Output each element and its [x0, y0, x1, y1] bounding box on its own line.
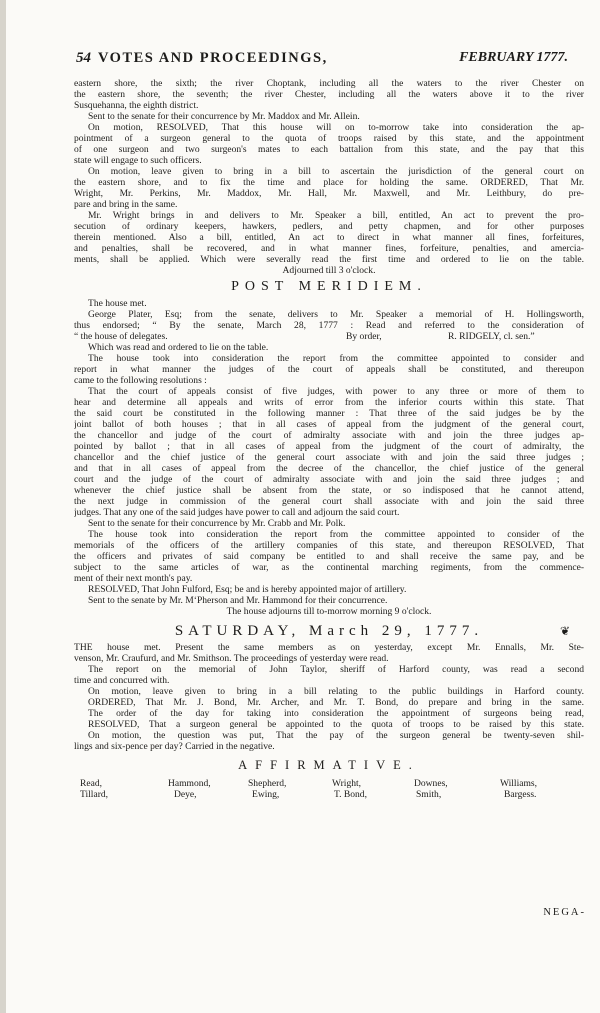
text-line: and that in all cases of appeal from the decree of the chancellor, the chief justice of the general [74, 463, 584, 474]
running-date: FEBRUARY 1777. [459, 50, 568, 65]
page-gutter-shadow [0, 0, 6, 1013]
text-line: the chancellor and judge of the court of admiralty associate with and join the three judges ap- [74, 430, 584, 441]
voter-name: Read, [80, 778, 103, 789]
voter-name: Smith, [416, 789, 442, 800]
endorsement-by-order: By order, [346, 331, 382, 342]
text-line: Which was read and ordered to lie on the table. [88, 342, 269, 353]
text-line: subject to the same articles of war, as the continental marching regiments, from the commence- [74, 562, 584, 573]
text-line: Sent to the senate for their concurrence by Mr. Crabb and Mr. Polk. [88, 518, 346, 529]
voter-name: Downes, [414, 778, 448, 789]
text-line: RESOLVED, That a surgeon general be appointed to the quota of troops to be raised by this state. [88, 719, 584, 730]
text-line: ORDERED, That Mr. J. Bond, Mr. Archer, and Mr. T. Bond, do prepare and bring in the same. [88, 697, 584, 708]
voter-name: Hammond, [168, 778, 211, 789]
vote-row [70, 778, 584, 789]
text-line: On motion, the question was put, That the pay of the surgeon general be twenty-seven shil- [88, 730, 584, 741]
text-line: The report on the memorial of John Taylor, sheriff of Harford county, was read a second [88, 664, 584, 675]
text-line: the officers and privates of said company be entitled to and shall receive the same pay, and be [74, 551, 584, 562]
text-line: Mr. Wright brings in and delivers to Mr. Speaker a bill, entitled, An act to prevent the pro- [88, 210, 584, 221]
text-line: state will engage to such officers. [74, 155, 202, 166]
text-line: The house took into consideration the report from the committee appointed to consider of the [88, 529, 584, 540]
endorsement-signature: R. RIDGELY, cl. sen.” [448, 331, 535, 342]
text-line: the eastern shore, the seventh; the river Chester, including all the waters above it to the river [74, 89, 584, 100]
text-line: On motion, leave given to bring in a bill to ascertain the jurisdiction of the general court on [88, 166, 584, 177]
text-line: pointed by ballot ; that in all cases of appeal from the judgment of the court of admiralty, the [74, 441, 584, 452]
text-line: thus endorsed; “ By the senate, March 28, 1777 : Read and referred to the consideration of [74, 320, 584, 331]
text-line: Susquehanna, the eighth district. [74, 100, 199, 111]
text-line: Wright, Mr. Perkins, Mr. Maddox, Mr. Hall, Mr. Maxwell, and Mr. Leithbury, do pre- [74, 188, 584, 199]
voter-name: Shepherd, [248, 778, 287, 789]
voter-name: Ewing, [252, 789, 280, 800]
text-line: pointment of a surgeon general to the quota of troops raised by this state, and the appointment [74, 133, 584, 144]
text-line: hear and determine all appeals and writs of error from the inferior courts within this state. That [74, 397, 584, 408]
page-number: 54 [76, 50, 91, 66]
vote-row [70, 789, 584, 800]
affirmative-heading: AFFIRMATIVE. [238, 758, 420, 772]
voter-name: Wright, [332, 778, 362, 789]
text-line: time and concurred with. [74, 675, 170, 686]
running-header [68, 47, 582, 67]
voter-name: Williams, [500, 778, 538, 789]
adjournment-line: Adjourned till 3 o'clock. [282, 265, 376, 276]
text-line: Sent to the senate for their concurrence by Mr. Maddox and Mr. Allein. [88, 111, 360, 122]
adjournment-line: The house adjourns till to-morrow morning 9 o'clock. [226, 606, 432, 617]
text-line: secution of ordinary keepers, hawkers, pedlers, and petty chapmen, and for other purposes [74, 221, 584, 232]
post-meridiem-heading: POST MERIDIEM. [231, 279, 427, 294]
text-line: The house took into consideration the report from the committee appointed to consider and [88, 353, 584, 364]
text-line: therein mentioned. Also a bill, entitled, An act to direct in what manner all fines, forfeitures, [74, 232, 584, 243]
voter-name: Bargess. [504, 789, 537, 800]
endorsement-text: “ the house of delegates. [74, 331, 168, 342]
text-line: Sent to the senate by Mr. M‘Pherson and Mr. Hammond for their concurrence. [88, 595, 388, 606]
text-line: On motion, leave given to bring in a bill relating to the public buildings in Harford county. [88, 686, 584, 697]
text-line: RESOLVED, That John Fulford, Esq; be and is hereby appointed major of artillery. [88, 584, 407, 595]
text-line: The house met. [88, 298, 147, 309]
text-line: memorials of the officers of the artillery companies of this state, and thereupon RESOLVED, That [74, 540, 584, 551]
text-line [74, 331, 584, 342]
text-line: George Plater, Esq; from the senate, delivers to Mr. Speaker a memorial of H. Hollingsworth, [88, 309, 584, 320]
text-line: and penalties, shall be recovered, and in what manner fines, forfeiture, penalties, and amercia- [74, 243, 584, 254]
text-line: eastern shore, the sixth; the river Choptank, including all the waters to the river Chester on [74, 78, 584, 89]
affirmative-vote-list [70, 778, 584, 802]
text-line: ment of their next month's pay. [74, 573, 193, 584]
text-line: chancellor and the chief justice of the general court associate with and join the said three judges ; [74, 452, 584, 463]
text-line: of one surgeon and two surgeon's mates to each battalion from this state, and the pay that this [74, 144, 584, 155]
text-line: That the court of appeals consist of five judges, with power to any three or more of them to [88, 386, 584, 397]
text-line: court and the judge of the court of admiralty associate with and join the said three judges ; and [74, 474, 584, 485]
catchword: NEGA- [543, 907, 586, 918]
saturday-heading: SATURDAY, March 29, 1777. [174, 623, 484, 639]
ornament-icon: ❦ [560, 624, 571, 638]
voter-name: Tillard, [80, 789, 109, 800]
text-line: venson, Mr. Craufurd, and Mr. Smithson. The proceedings of yesterday were read. [74, 653, 389, 664]
text-line: ments, shall be applied. Which were severally read the first time and ordered to lie on the table. [74, 254, 584, 265]
text-line: The order of the day for taking into consideration the appointment of surgeons being read, [88, 708, 584, 719]
voter-name: T. Bond, [334, 789, 367, 800]
text-line: judges. That any one of the said judges have power to call and adjourn the said court. [74, 507, 400, 518]
text-line: came to the following resolutions : [74, 375, 207, 386]
text-line: the eastern shore, and to fix the time and place for holding the same. ORDERED, That Mr. [74, 177, 584, 188]
text-line: the next judge in commission of the general court shall associate with and join the said three [74, 496, 584, 507]
text-line: whenever the chief justice shall be absent from the state, or so indisposed that he cannot attend, [74, 485, 584, 496]
text-line: pare and bring in the same. [74, 199, 178, 210]
text-line: On motion, RESOLVED, That this house will on to-morrow take into consideration the ap- [88, 122, 584, 133]
voter-name: Deye, [174, 789, 197, 800]
text-line: joint ballot of both houses ; that in all cases of appeal from the judgment of the general court, [74, 419, 584, 430]
text-line: the said court be constituted in the following manner : That three of the said judges be by the [74, 408, 584, 419]
running-title: VOTES AND PROCEEDINGS, [98, 50, 328, 66]
text-line: lings and six-pence per day? Carried in the negative. [74, 741, 275, 752]
text-line: THE house met. Present the same members as on yesterday, except Mr. Ennalls, Mr. Ste- [74, 642, 584, 653]
text-line: report in what manner the judges of the court of appeals shall be constituted, and thereupon [74, 364, 584, 375]
